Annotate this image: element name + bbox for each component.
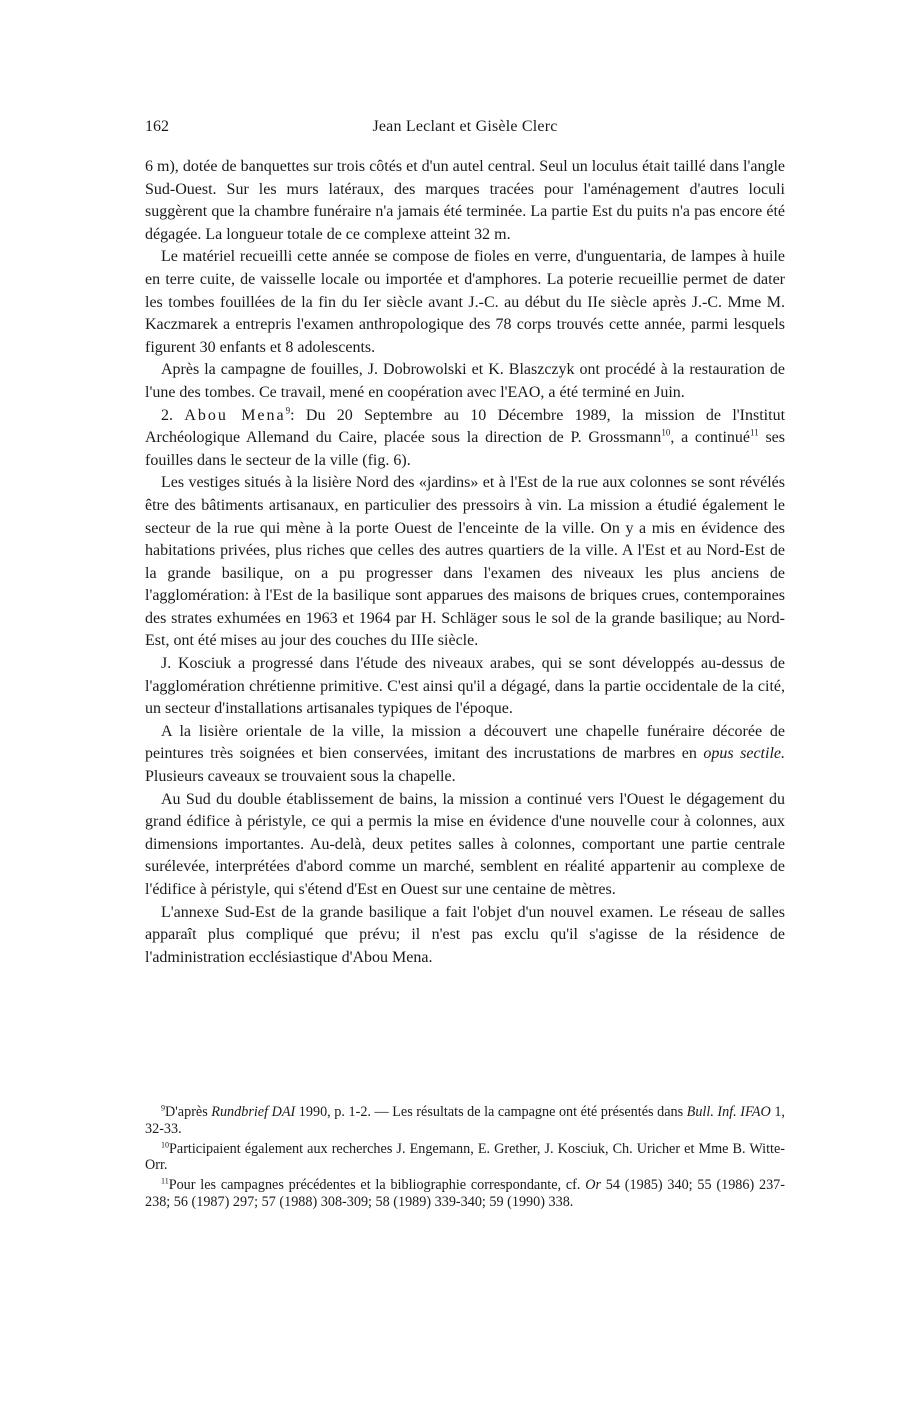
section-number: 2. — [161, 406, 173, 424]
footnote-9 — [145, 1104, 785, 1138]
footnote-9-italic-2: Bull. Inf. IFAO — [686, 1104, 771, 1120]
page-number: 162 — [145, 118, 169, 135]
footnote-ref-11: 11 — [750, 427, 759, 438]
paragraph-1: 6 m), dotée de banquettes sur trois côtés et d'un autel central. Seul un loculus était taillé dans l'angle Sud-Ouest. Sur les murs latéraux, des marques tracées pour l'aménagement d'autres loculi suggèrent que la chambre funéraire n'a jamais été terminée. La partie Est du puits n'a pas encore été dégagée. La longueur totale de ce complexe atteint 32 m. — [145, 158, 785, 243]
paragraph-9: L'annexe Sud-Est de la grande basilique a fait l'objet d'un nouvel examen. Le réseau de salles apparaît plus compliqué que prévu; il n'est pas exclu qu'il s'agisse de la résidence de l'administration ecclésiastique d'Abou Mena. — [145, 903, 785, 966]
footnote-9-text-a: D'après — [165, 1104, 212, 1120]
footnote-9-text-b: 1990, p. 1-2. — Les résultats de la campagne ont été présentés dans — [295, 1104, 687, 1120]
footnote-ref-9: 9 — [285, 405, 291, 416]
footnote-ref-10: 10 — [661, 427, 671, 438]
footnote-10-number: 10 — [161, 1139, 169, 1149]
body-text — [145, 156, 785, 969]
paragraph-7-italic: opus sectile. — [703, 745, 785, 763]
running-head — [145, 118, 785, 142]
paragraph-4 — [145, 405, 785, 473]
footnotes — [145, 1104, 785, 1214]
paragraph-4-text-c: ses fouilles dans le secteur de la ville (fig. 6). — [145, 429, 785, 469]
footnote-11-italic: Or — [585, 1177, 602, 1194]
footnote-11-number: 11 — [161, 1176, 169, 1186]
footnote-10 — [145, 1141, 785, 1175]
paragraph-6: J. Kosciuk a progressé dans l'étude des niveaux arabes, qui se sont développés au-dessus de l'agglomération chrétienne primitive. C'est ainsi qu'il a dégagé, dans la partie occidentale de la cité, un secteur d'installations artisanales typiques de l'époque. — [145, 655, 785, 718]
site-name: Abou Mena — [184, 406, 286, 424]
paragraph-5: Les vestiges situés à la lisière Nord des «jardins» et à l'Est de la rue aux colonnes se sont révélés être des bâtiments artisanaux, en particulier des pressoirs à vin. La mission a étudié également le secteur de la rue qui mène à la porte Ouest de l'enceinte de la ville. On y a mis en évidence des habitations privées, plus riches que celles des autres quartiers de la ville. A l'Est et au Nord-Est de la grande basilique, on a pu progresser dans l'examen des niveaux les plus anciens de l'agglomération: à l'Est de la basilique sont apparues des maisons de briques crues, contemporaines des strates exhumées en 1963 et 1964 par H. Schläger sous le sol de la grande basilique; au Nord-Est, ont été mises au jour des couches du IIIe siècle. — [145, 474, 785, 650]
paragraph-7 — [145, 721, 785, 789]
paragraph-4-text-a: : Du 20 Septembre au 10 Décembre 1989, la mission de l'Institut Archéologique Allemand du Caire, placée sous la direction de P. Grossmann — [145, 406, 786, 447]
footnote-11-text-b: 54 (1985) 340; 55 (1986) 237-238; 56 (1987) 297; 57 (1988) 308-309; 58 (1989) 339-340; 59 (1990) 338. — [145, 1177, 785, 1210]
paragraph-4-text-b: , a continué — [670, 429, 751, 447]
paragraph-3: Après la campagne de fouilles, J. Dobrowolski et K. Blaszczyk ont procédé à la restauration de l'une des tombes. Ce travail, mené en coopération avec l'EAO, a été terminé en Juin. — [145, 361, 785, 401]
footnote-11 — [145, 1177, 785, 1211]
footnote-9-italic-1: Rundbrief DAI — [211, 1104, 296, 1120]
footnote-10-text: Participaient également aux recherches J. Engemann, E. Grether, J. Kosciuk, Ch. Uricher et Mme B. Witte-Orr. — [145, 1140, 785, 1174]
footnote-11-text-a: Pour les campagnes précédentes et la bibliographie correspondante, cf. — [168, 1177, 586, 1194]
footnote-9-text-c: 1, 32-33. — [145, 1104, 785, 1137]
paragraph-7-text-b: Plusieurs caveaux se trouvaient sous la chapelle. — [145, 768, 456, 786]
paragraph-2: Le matériel recueilli cette année se compose de fioles en verre, d'unguentaria, de lampes à huile en terre cuite, de vaisselle locale ou importée et d'amphores. La poterie recueillie permet de dater les tombes fouillées de la fin du Ier siècle avant J.-C. au début du IIe siècle après J.-C. Mme M. Kaczmarek a entrepris l'examen anthropologique des 78 corps trouvés cette année, parmi lesquels figurent 30 enfants et 8 adolescents. — [145, 248, 785, 356]
paragraph-7-text-a: A la lisière orientale de la ville, la mission a découvert une chapelle funéraire décorée de peintures très soignées et bien conservées, imitant des incrustations de marbres en — [145, 722, 785, 763]
paragraph-8: Au Sud du double établissement de bains, la mission a continué vers l'Ouest le dégagement du grand édifice à péristyle, ce qui a permis la mise en évidence d'une nouvelle cour à colonnes, aux dimensions importantes. Au-delà, deux petites salles à colonnes, comportant une partie centrale surélevée, interprétées d'abord comme un marché, semblent en réalité appartenir au complexe de l'édifice à péristyle, qui s'étend d'Est en Ouest sur une centaine de mètres. — [145, 790, 785, 898]
running-title: Jean Leclant et Gisèle Clerc — [372, 118, 558, 135]
footnote-9-number: 9 — [161, 1103, 165, 1113]
